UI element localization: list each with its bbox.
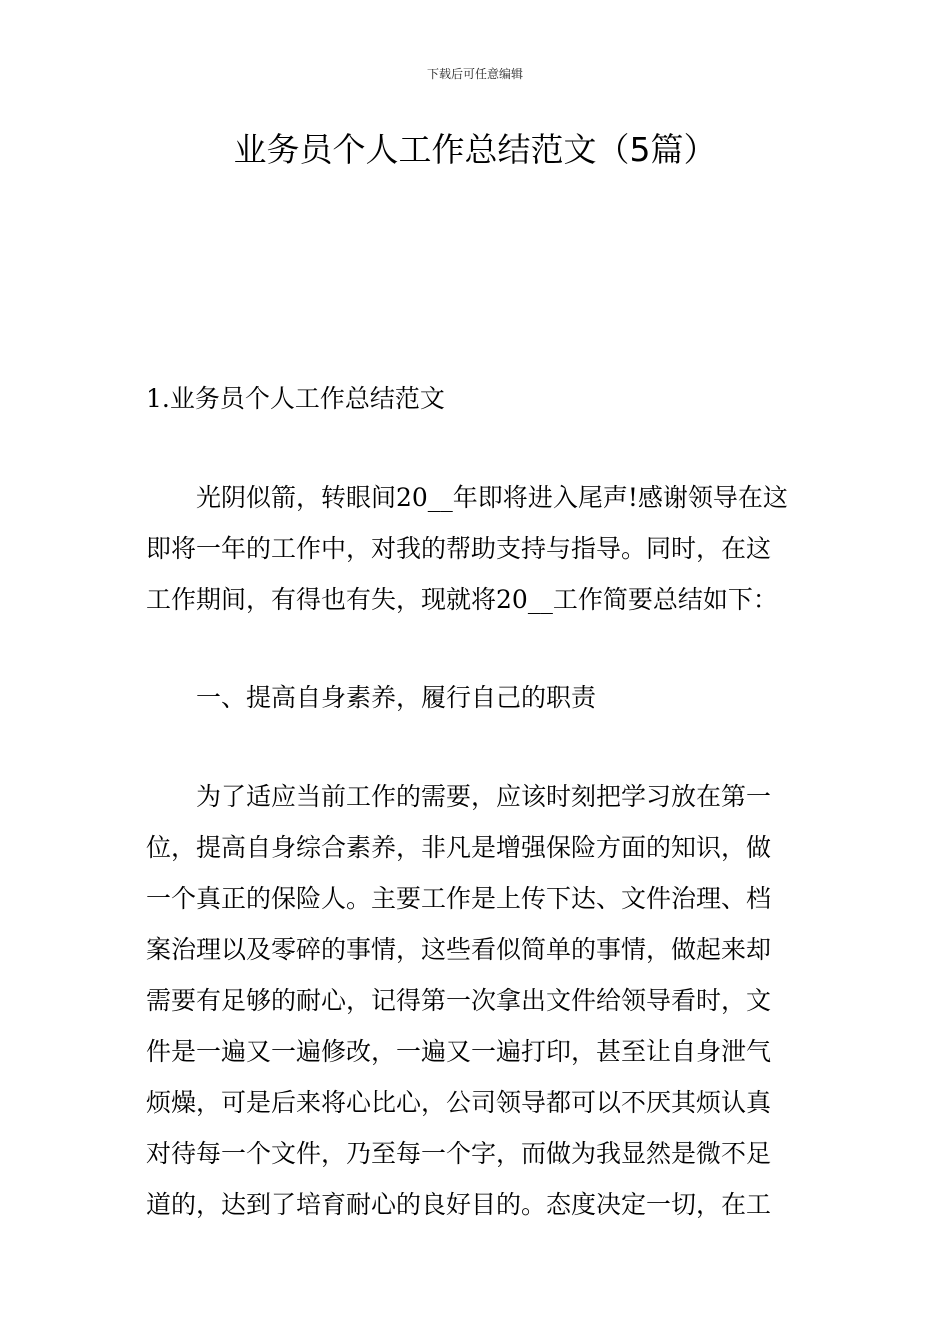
paragraph-line: 工作期间，有得也有失，现就将20__工作简要总结如下：: [146, 585, 778, 614]
paragraph-1: [146, 472, 808, 625]
document-title: 业务员个人工作总结范文（5篇）: [233, 130, 717, 169]
paragraph-line: 件是一遍又一遍修改，一遍又一遍打印，甚至让自身泄气: [146, 1037, 772, 1066]
paragraph-2: [146, 771, 808, 1230]
paragraph-line: 案治理以及零碎的事情，这些看似简单的事情，做起来却: [146, 935, 772, 964]
subheading-1: 一、提高自身素养，履行自己的职责: [196, 683, 597, 712]
paragraph-line: 为了适应当前工作的需要，应该时刻把学习放在第一: [196, 782, 772, 811]
paragraph-line: 烦燥，可是后来将心比心，公司领导都可以不厌其烦认真: [146, 1088, 772, 1117]
paragraph-line: 即将一年的工作中，对我的帮助支持与指导。同时，在这: [146, 534, 772, 563]
paragraph-line: 需要有足够的耐心，记得第一次拿出文件给领导看时，文: [146, 986, 772, 1015]
paragraph-line: 位，提高自身综合素养，非凡是增强保险方面的知识，做: [146, 833, 772, 862]
paragraph-line: 光阴似箭，转眼间20__年即将进入尾声!感谢领导在这: [196, 483, 788, 512]
paragraph-line: 一个真正的保险人。主要工作是上传下达、文件治理、档: [146, 884, 772, 913]
paragraph-line: 对待每一个文件，乃至每一个字，而做为我显然是微不足: [146, 1139, 772, 1168]
section-title: 1.业务员个人工作总结范文: [146, 384, 445, 413]
header-note: 下载后可任意编辑: [426, 67, 523, 81]
paragraph-line: 道的，达到了培育耐心的良好目的。态度决定一切，在工: [146, 1190, 772, 1219]
